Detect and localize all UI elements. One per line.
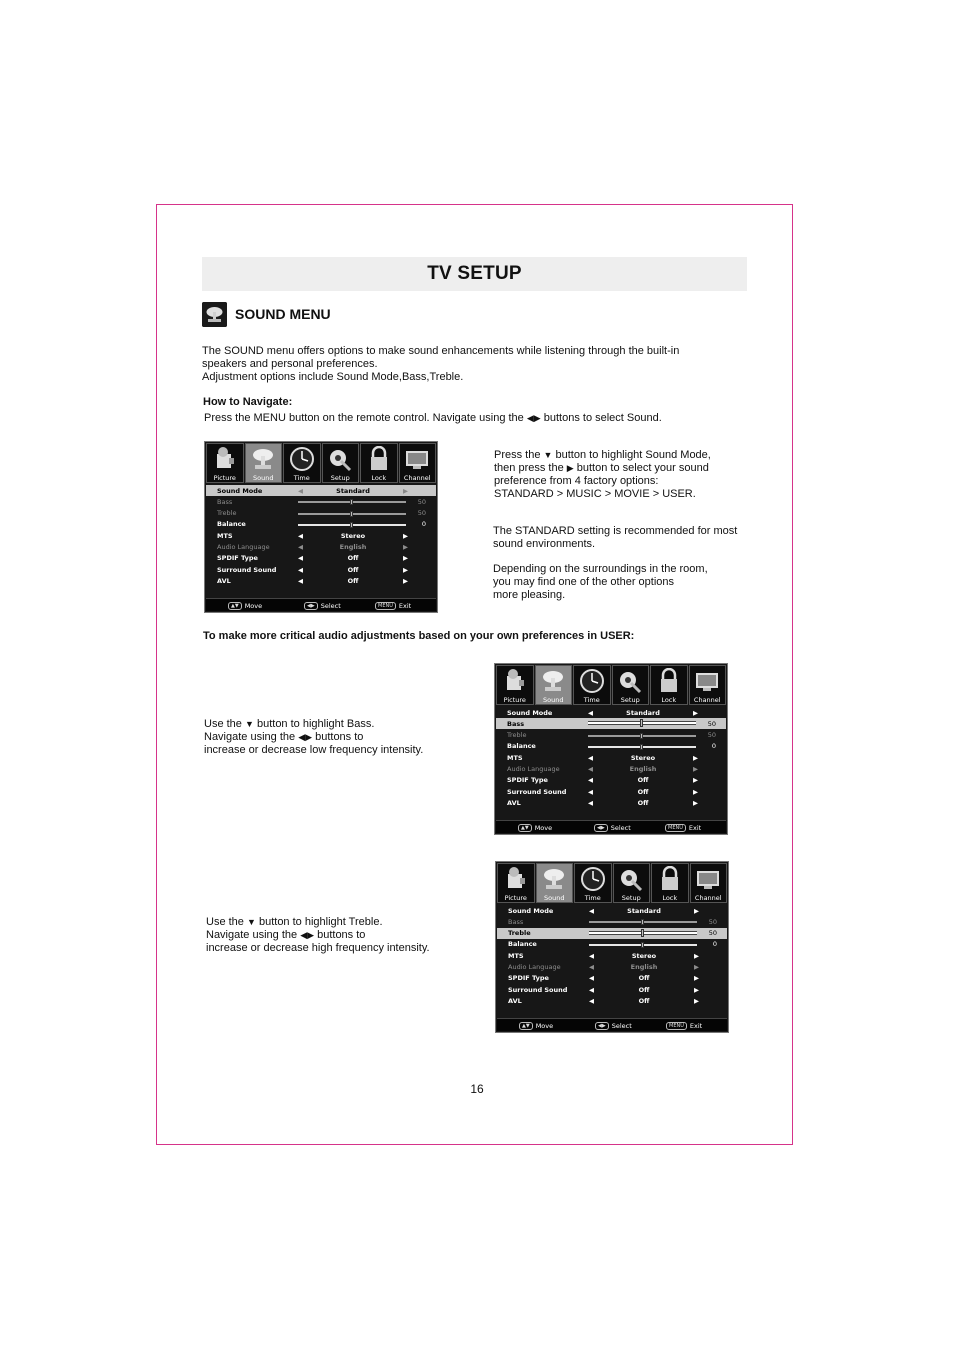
how-to-pre: Press the MENU button on the remote control. Navigate using the	[204, 412, 524, 424]
arrow-left-icon[interactable]: ◀	[588, 776, 593, 785]
text-segment: button to highlight Sound Mode,	[555, 449, 711, 461]
page-title: TV SETUP	[427, 263, 522, 284]
menu-tab-label: Channel	[403, 474, 431, 482]
menu-row-sound-mode[interactable]	[497, 905, 727, 916]
row-label: Balance	[508, 940, 537, 949]
footer-exit	[375, 602, 411, 610]
menu-tab-picture[interactable]	[496, 665, 534, 705]
down-arrow-icon: ▼	[244, 719, 254, 729]
row-value: Stereo	[340, 531, 366, 540]
row-label: Treble	[507, 731, 527, 740]
sound-mode-line-1	[494, 449, 711, 462]
menu-tab-setup[interactable]	[613, 863, 651, 903]
menu-tab-label: Picture	[503, 696, 526, 704]
level-slider[interactable]	[588, 735, 696, 737]
surroundings-line-2: you may find one of the other options	[493, 576, 675, 588]
menu-tab-lock[interactable]	[651, 863, 689, 903]
page-title-bar	[202, 257, 747, 291]
tv-menu-screenshot-sound-mode	[204, 441, 438, 613]
footer-move	[518, 824, 552, 832]
footer-select-label: Select	[611, 1022, 632, 1030]
standard-note-line-2: sound environments.	[493, 538, 596, 550]
menu-row-bass[interactable]	[206, 496, 436, 507]
text-segment: Press the	[494, 449, 541, 461]
menu-tab-picture[interactable]	[206, 443, 244, 483]
row-value: Off	[638, 985, 650, 994]
menu-icon-bar	[206, 443, 436, 483]
footer-select-label: Select	[320, 602, 341, 610]
row-value: 0	[712, 940, 717, 949]
level-slider[interactable]	[589, 931, 697, 935]
row-label: Treble	[508, 929, 531, 938]
arrow-right-icon[interactable]: ▶	[693, 776, 698, 785]
slider-handle[interactable]	[641, 919, 644, 925]
menu-tab-sound[interactable]	[245, 443, 283, 483]
menu-tab-label: Lock	[371, 474, 387, 482]
down-arrow-icon: ▼	[246, 917, 256, 927]
up-down-keys-icon: ▲▼	[228, 602, 242, 610]
intro-line-3: Adjustment options include Sound Mode,Bass,Treble.	[202, 371, 464, 383]
row-value: Off	[637, 798, 649, 807]
level-slider[interactable]	[298, 524, 406, 526]
row-value: Off	[637, 776, 649, 785]
text-segment: Use the	[206, 916, 244, 928]
arrow-left-icon[interactable]: ◀	[589, 963, 594, 971]
row-value: Off	[347, 565, 359, 574]
left-right-arrows-icon: ◀▶	[300, 930, 315, 940]
tv-menu-screenshot-bass	[494, 663, 728, 835]
row-value: 50	[707, 731, 716, 740]
menu-tab-label: Lock	[661, 696, 677, 704]
slider-handle[interactable]	[350, 522, 353, 528]
section-title: SOUND MENU	[235, 306, 331, 322]
menu-row-bass[interactable]	[497, 916, 727, 927]
slider-handle[interactable]	[641, 929, 644, 937]
menu-tab-label: Time	[583, 696, 600, 704]
arrow-right-icon[interactable]: ▶	[694, 996, 699, 1005]
text-segment: Use the	[204, 718, 242, 730]
arrow-right-icon[interactable]: ▶	[694, 974, 699, 983]
menu-rows	[496, 707, 726, 817]
text-segment: buttons to	[315, 731, 364, 743]
text-segment: buttons to	[317, 929, 366, 941]
text-segment: Navigate using the	[204, 731, 296, 743]
arrow-right-icon[interactable]: ▶	[693, 787, 698, 796]
page-number: 16	[470, 1082, 484, 1096]
level-slider[interactable]	[589, 921, 697, 923]
menu-row-avl[interactable]	[206, 575, 436, 586]
row-label: Sound Mode	[507, 708, 553, 717]
standard-note-line-1: The STANDARD setting is recommended for most	[493, 525, 738, 537]
menu-tab-channel[interactable]	[399, 443, 437, 483]
tv-menu-screenshot-treble	[495, 861, 729, 1033]
menu-row-mts[interactable]	[496, 752, 726, 763]
treble-line-2	[206, 929, 365, 942]
row-value: 50	[417, 497, 426, 506]
left-right-keys-icon: ◀▶	[304, 602, 318, 610]
row-label: Audio Language	[217, 543, 270, 551]
arrow-right-icon[interactable]: ▶	[694, 985, 699, 994]
menu-tab-label: Picture	[213, 474, 236, 482]
arrow-right-icon[interactable]: ▶	[403, 486, 408, 495]
row-label: MTS	[507, 753, 523, 762]
row-value: 50	[417, 509, 426, 518]
menu-tab-channel[interactable]	[690, 863, 728, 903]
menu-icon-bar	[497, 863, 727, 903]
arrow-right-icon[interactable]: ▶	[693, 708, 698, 717]
arrow-left-icon[interactable]: ◀	[589, 906, 594, 915]
arrow-left-icon[interactable]: ◀	[298, 565, 303, 574]
menu-tab-setup[interactable]	[322, 443, 360, 483]
text-segment: button to highlight Bass.	[256, 718, 375, 730]
surroundings-line-3: more pleasing.	[493, 589, 566, 601]
sound-mode-line-4: STANDARD > MUSIC > MOVIE > USER.	[494, 488, 696, 500]
text-segment: Navigate using the	[206, 929, 298, 941]
arrow-right-icon[interactable]: ▶	[694, 951, 699, 960]
row-value: Off	[638, 974, 650, 983]
level-slider[interactable]	[298, 501, 406, 503]
arrow-right-icon[interactable]: ▶	[693, 765, 698, 773]
row-label: Balance	[507, 742, 536, 751]
text-segment: button to highlight Treble.	[258, 916, 383, 928]
row-label: Audio Language	[507, 765, 560, 773]
menu-tab-time[interactable]	[574, 863, 612, 903]
menu-tab-label: Channel	[694, 894, 722, 902]
intro-line-1: The SOUND menu offers options to make sound enhancements while listening through the built-in	[202, 345, 680, 357]
footer-exit-label: Exit	[688, 824, 702, 832]
row-label: SPDIF Type	[217, 554, 258, 563]
slider-handle[interactable]	[350, 499, 353, 505]
menu-row-balance[interactable]	[497, 939, 727, 950]
footer-exit	[665, 824, 701, 832]
row-label: SPDIF Type	[507, 776, 548, 785]
footer-move-label: Move	[534, 824, 553, 832]
footer-exit	[666, 1022, 702, 1030]
row-label: Surround Sound	[508, 985, 568, 994]
arrow-left-icon[interactable]: ◀	[298, 531, 303, 540]
menu-row-bass[interactable]	[496, 718, 726, 729]
row-label: MTS	[217, 531, 233, 540]
row-label: Surround Sound	[507, 787, 567, 796]
footer-select-label: Select	[610, 824, 631, 832]
row-label: Audio Language	[508, 963, 561, 971]
treble-line-3: increase or decrease high frequency intensity.	[206, 942, 430, 954]
how-to-post: buttons to select Sound.	[543, 412, 662, 424]
row-label: Bass	[508, 917, 524, 926]
intro-line-2: speakers and personal preferences.	[202, 358, 378, 370]
menu-row-surround[interactable]	[496, 786, 726, 797]
row-value: Off	[347, 554, 359, 563]
menu-rows	[206, 485, 436, 595]
sound-mode-line-2	[494, 462, 709, 475]
row-label: Sound Mode	[508, 906, 554, 915]
arrow-left-icon[interactable]: ◀	[298, 576, 303, 585]
menu-key-icon: MENU	[375, 602, 396, 610]
row-value: Stereo	[630, 753, 656, 762]
right-arrow-icon: ▶	[566, 463, 574, 473]
row-label: AVL	[507, 798, 521, 807]
row-label: AVL	[217, 576, 231, 585]
menu-row-mts[interactable]	[497, 950, 727, 961]
menu-tab-lock[interactable]	[360, 443, 398, 483]
menu-tab-time[interactable]	[283, 443, 321, 483]
menu-tab-label: Setup	[621, 894, 641, 902]
menu-tab-label: Sound	[253, 474, 274, 482]
arrow-right-icon[interactable]: ▶	[694, 963, 699, 971]
menu-row-surround[interactable]	[206, 564, 436, 575]
row-value: English	[629, 765, 657, 773]
row-label: Bass	[507, 719, 525, 728]
footer-move	[519, 1022, 553, 1030]
level-slider[interactable]	[298, 513, 406, 515]
level-slider[interactable]	[588, 721, 696, 725]
arrow-right-icon[interactable]: ▶	[403, 554, 408, 563]
arrow-left-icon[interactable]: ◀	[298, 543, 303, 551]
menu-key-icon: MENU	[665, 824, 686, 832]
footer-exit-label: Exit	[689, 1022, 703, 1030]
menu-row-audio-language[interactable]	[496, 764, 726, 775]
arrow-left-icon[interactable]: ◀	[588, 787, 593, 796]
menu-tab-sound[interactable]	[535, 665, 573, 705]
down-arrow-icon: ▼	[543, 450, 553, 460]
row-value: Standard	[626, 708, 660, 717]
arrow-right-icon[interactable]: ▶	[403, 576, 408, 585]
arrow-left-icon[interactable]: ◀	[298, 554, 303, 563]
footer-move	[228, 602, 262, 610]
row-value: Stereo	[631, 951, 657, 960]
menu-row-avl[interactable]	[496, 797, 726, 808]
menu-tab-lock[interactable]	[650, 665, 688, 705]
menu-footer	[206, 598, 436, 611]
arrow-left-icon[interactable]: ◀	[588, 708, 593, 717]
critical-heading: To make more critical audio adjustments based on your own preferences in USER:	[203, 630, 635, 642]
arrow-left-icon[interactable]: ◀	[589, 951, 594, 960]
row-label: Sound Mode	[217, 486, 263, 495]
row-value: 50	[707, 719, 716, 728]
row-label: MTS	[508, 951, 524, 960]
arrow-left-icon[interactable]: ◀	[588, 765, 593, 773]
row-label: Surround Sound	[217, 565, 277, 574]
menu-row-sound-mode[interactable]	[496, 707, 726, 718]
menu-footer	[497, 1018, 727, 1031]
arrow-left-icon[interactable]: ◀	[589, 996, 594, 1005]
treble-line-1	[206, 916, 383, 929]
arrow-right-icon[interactable]: ▶	[693, 798, 698, 807]
menu-row-treble[interactable]	[497, 928, 727, 939]
menu-row-mts[interactable]	[206, 530, 436, 541]
menu-tab-label: Setup	[330, 474, 350, 482]
up-down-keys-icon: ▲▼	[518, 824, 532, 832]
level-slider[interactable]	[589, 944, 697, 946]
menu-tab-sound[interactable]	[536, 863, 574, 903]
menu-tab-label: Picture	[504, 894, 527, 902]
bass-line-2	[204, 731, 363, 744]
menu-tab-label: Sound	[543, 696, 564, 704]
row-label: Treble	[217, 509, 237, 518]
menu-rows	[497, 905, 727, 1015]
row-label: Balance	[217, 520, 246, 529]
row-label: SPDIF Type	[508, 974, 549, 983]
how-to-heading: How to Navigate:	[203, 396, 293, 408]
menu-tab-label: Channel	[693, 696, 721, 704]
menu-row-balance[interactable]	[206, 519, 436, 530]
bass-line-1	[204, 718, 374, 731]
arrow-right-icon[interactable]: ▶	[693, 753, 698, 762]
slider-handle[interactable]	[640, 719, 643, 727]
bass-line-3: increase or decrease low frequency intensity.	[204, 744, 424, 756]
row-value: 50	[708, 917, 717, 926]
text-segment: button to select your sound	[576, 462, 709, 474]
arrow-left-icon[interactable]: ◀	[589, 974, 594, 983]
menu-tab-picture[interactable]	[497, 863, 535, 903]
surroundings-line-1: Depending on the surroundings in the room,	[493, 563, 708, 575]
left-right-keys-icon: ◀▶	[595, 1022, 609, 1030]
arrow-left-icon[interactable]: ◀	[589, 985, 594, 994]
menu-tab-setup[interactable]	[612, 665, 650, 705]
menu-icon-bar	[496, 665, 726, 705]
text-segment: then press the	[494, 462, 564, 474]
row-value: Off	[637, 787, 649, 796]
sound-mode-line-3: preference from 4 factory options:	[494, 475, 659, 487]
slider-handle[interactable]	[640, 733, 643, 739]
arrow-right-icon[interactable]: ▶	[694, 906, 699, 915]
row-value: Off	[638, 996, 650, 1005]
menu-key-icon: MENU	[666, 1022, 687, 1030]
row-label: AVL	[508, 996, 522, 1005]
footer-select	[594, 824, 631, 832]
menu-tab-channel[interactable]	[689, 665, 727, 705]
row-value: 50	[708, 929, 717, 938]
menu-row-spdif[interactable]	[206, 553, 436, 564]
menu-tab-label: Time	[584, 894, 601, 902]
row-label: Bass	[217, 497, 233, 506]
menu-row-spdif[interactable]	[497, 973, 727, 984]
arrow-left-icon[interactable]: ◀	[298, 486, 303, 495]
left-right-arrows-icon: ◀▶	[526, 413, 541, 423]
footer-select	[304, 602, 341, 610]
arrow-right-icon[interactable]: ▶	[403, 543, 408, 551]
menu-row-audio-language[interactable]	[206, 542, 436, 553]
row-value: Standard	[336, 486, 370, 495]
menu-tab-label: Sound	[544, 894, 565, 902]
level-slider[interactable]	[588, 746, 696, 748]
menu-row-surround[interactable]	[497, 984, 727, 995]
arrow-right-icon[interactable]: ▶	[403, 531, 408, 540]
left-right-keys-icon: ◀▶	[594, 824, 608, 832]
footer-move-label: Move	[535, 1022, 554, 1030]
footer-select	[595, 1022, 632, 1030]
footer-exit-label: Exit	[398, 602, 412, 610]
row-value: Off	[347, 576, 359, 585]
menu-row-spdif[interactable]	[496, 775, 726, 786]
slider-handle[interactable]	[640, 744, 643, 750]
menu-row-avl[interactable]	[497, 995, 727, 1006]
menu-footer	[496, 820, 726, 833]
row-value: Standard	[627, 906, 661, 915]
menu-tab-label: Lock	[662, 894, 678, 902]
row-value: 0	[711, 742, 716, 751]
row-value: English	[339, 543, 367, 551]
arrow-left-icon[interactable]: ◀	[588, 753, 593, 762]
row-value: English	[630, 963, 658, 971]
arrow-left-icon[interactable]: ◀	[588, 798, 593, 807]
left-right-arrows-icon: ◀▶	[298, 732, 313, 742]
menu-row-audio-language[interactable]	[497, 962, 727, 973]
menu-row-sound-mode[interactable]	[206, 485, 436, 496]
slider-handle[interactable]	[350, 511, 353, 517]
sound-menu-icon	[202, 302, 227, 327]
footer-move-label: Move	[244, 602, 263, 610]
menu-tab-time[interactable]	[573, 665, 611, 705]
menu-row-treble[interactable]	[496, 730, 726, 741]
menu-row-treble[interactable]	[206, 508, 436, 519]
menu-row-balance[interactable]	[496, 741, 726, 752]
slider-handle[interactable]	[641, 942, 644, 948]
row-value: 0	[421, 520, 426, 529]
up-down-keys-icon: ▲▼	[519, 1022, 533, 1030]
menu-tab-label: Time	[293, 474, 310, 482]
how-to-text	[204, 412, 662, 425]
arrow-right-icon[interactable]: ▶	[403, 565, 408, 574]
menu-tab-label: Setup	[620, 696, 640, 704]
